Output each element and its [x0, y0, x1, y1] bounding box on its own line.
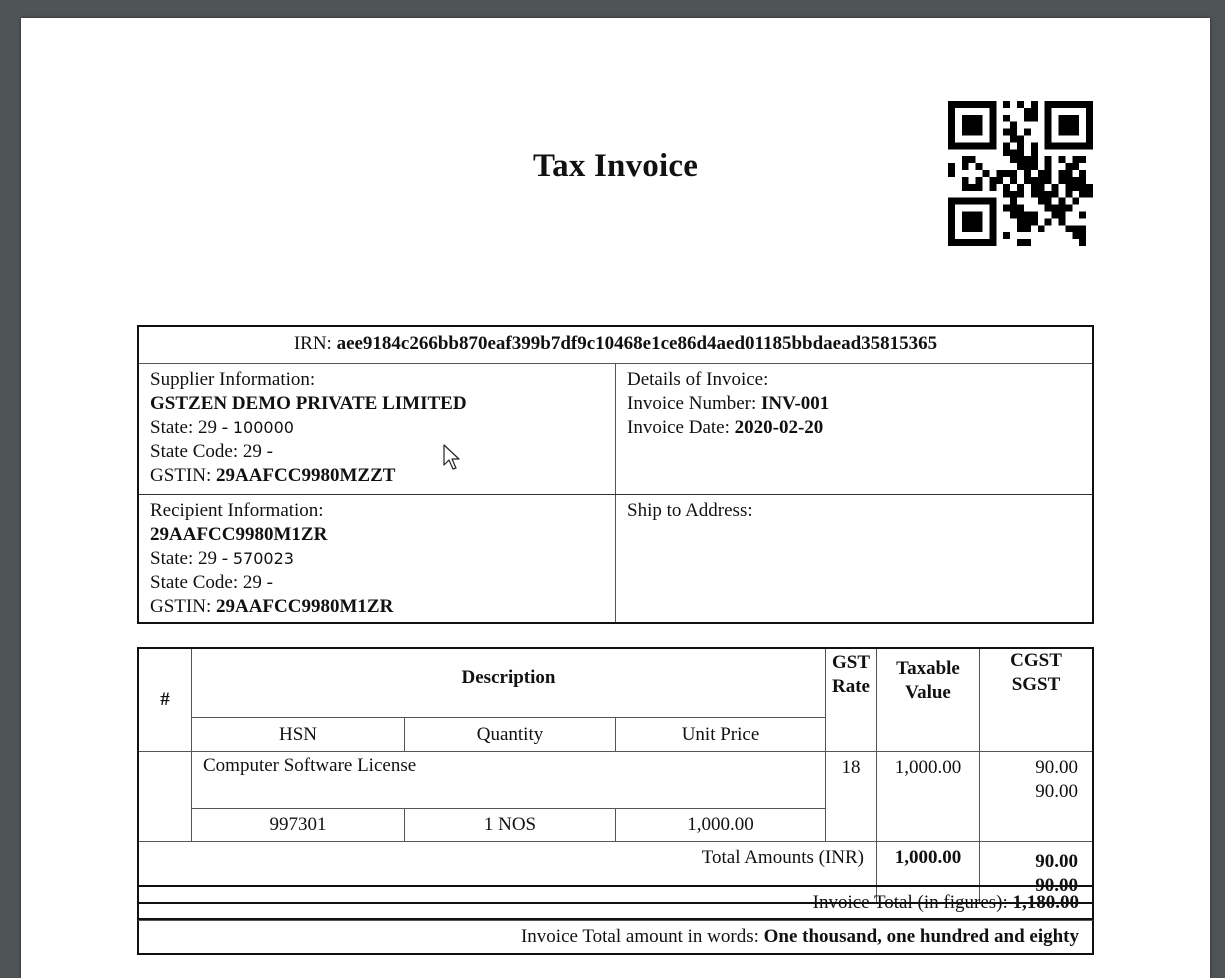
supplier-state-code: State Code: 29 -: [150, 441, 273, 462]
item-quantity: 1 NOS: [405, 809, 616, 842]
supplier-heading: Supplier Information:: [150, 369, 316, 390]
recipient-info: [139, 495, 616, 622]
supplier-invoice-row: [139, 364, 1092, 495]
supplier-pincode: 100000: [232, 418, 294, 437]
invoice-date: Invoice Date: 2020-02-20: [627, 417, 824, 438]
header-hsn: HSN: [192, 718, 405, 752]
header-description: Description: [192, 648, 826, 718]
items-table: [137, 647, 1094, 904]
item-taxable-value: 1,000.00: [877, 752, 980, 842]
total-figures-label: Invoice Total (in figures):: [812, 892, 1008, 913]
ship-to-heading: Ship to Address:: [627, 500, 753, 521]
recipient-name: 29AAFCC9980M1ZR: [150, 524, 328, 545]
totals-cgst-sgst: 90.00 90.00: [980, 842, 1094, 904]
recipient-state-code: State Code: 29 -: [150, 572, 273, 593]
party-info-box: [137, 325, 1094, 624]
recipient-state: State: 29 - 570023: [150, 548, 294, 569]
mouse-pointer-icon: [443, 444, 463, 472]
total-words-label: Invoice Total amount in words:: [520, 926, 759, 947]
invoice-total-words: [137, 920, 1094, 955]
item-description: Computer Software License: [192, 752, 826, 809]
header-gst-rate: GST Rate: [826, 648, 877, 752]
invoice-page: [21, 18, 1210, 978]
item-unit-price: 1,000.00: [616, 809, 826, 842]
supplier-name: GSTZEN DEMO PRIVATE LIMITED: [150, 393, 467, 414]
invoice-details-heading: Details of Invoice:: [627, 369, 769, 390]
item-num: [138, 752, 192, 842]
irn-row: [139, 327, 1092, 364]
supplier-state: State: 29 - 100000: [150, 417, 294, 438]
header-num: #: [138, 648, 192, 752]
invoice-number: Invoice Number: INV-001: [627, 393, 830, 414]
header-unit-price: Unit Price: [616, 718, 826, 752]
table-row: [138, 752, 1093, 809]
total-words-value: One thousand, one hundred and eighty: [763, 926, 1079, 947]
recipient-gstin: GSTIN: 29AAFCC9980M1ZR: [150, 596, 394, 617]
items-header-row: [138, 648, 1093, 718]
recipient-heading: Recipient Information:: [150, 500, 324, 521]
item-cgst-sgst: 90.00 90.00: [980, 752, 1094, 842]
invoice-details: [616, 364, 1092, 494]
irn-value: aee9184c266bb870eaf399b7df9c10468e1ce86d4aed01185bbdaead35815365: [336, 333, 938, 354]
qr-code-icon: [948, 101, 1093, 246]
recipient-ship-row: [139, 495, 1092, 622]
invoice-title: Tax Invoice: [532, 148, 699, 184]
invoice-total-figures: [137, 885, 1094, 920]
item-gst-rate: 18: [826, 752, 877, 842]
recipient-pincode: 570023: [232, 549, 294, 568]
totals-taxable-value: 1,000.00: [877, 842, 980, 904]
header-cgst-sgst: CGST SGST: [980, 648, 1094, 752]
header-quantity: Quantity: [405, 718, 616, 752]
irn-label: IRN:: [293, 333, 332, 354]
ship-to-address: [616, 495, 1092, 622]
header-taxable-value: Taxable Value: [877, 648, 980, 752]
supplier-gstin: GSTIN: 29AAFCC9980MZZT: [150, 465, 396, 486]
totals-label: Total Amounts (INR): [138, 842, 877, 904]
total-figures-value: 1,180.00: [1012, 892, 1079, 913]
item-hsn: 997301: [192, 809, 405, 842]
supplier-info: [139, 364, 616, 494]
